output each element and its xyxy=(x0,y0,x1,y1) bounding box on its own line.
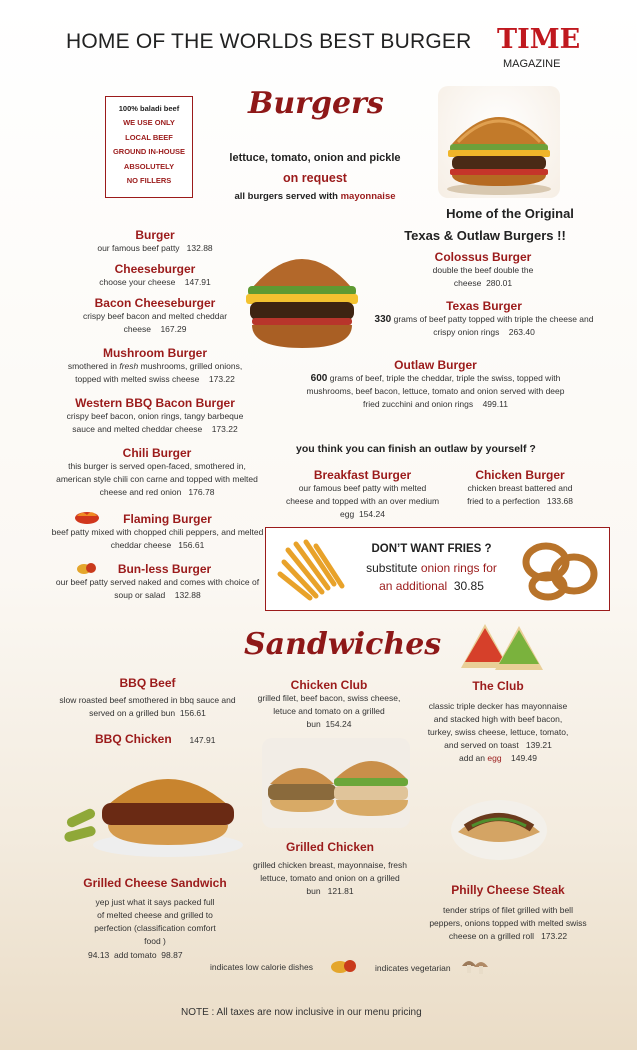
onion-rings-image xyxy=(516,534,604,604)
fries-image xyxy=(276,536,354,602)
desc: our famous beef patty xyxy=(97,243,180,253)
price: 121.81 xyxy=(327,886,354,896)
low-calorie-legend: indicates low calorie dishes xyxy=(210,962,313,972)
mushroom-icon xyxy=(460,955,490,975)
philly-desc xyxy=(428,904,588,943)
chicken-club-desc xyxy=(250,692,408,731)
grilled-chicken-item xyxy=(250,840,410,898)
price: 132.88 xyxy=(174,590,201,600)
price: 176.78 xyxy=(188,487,215,497)
texas-desc xyxy=(368,313,600,339)
desc: crispy beef bacon, onion rings, tangy barbeque sauce and melted cheddar cheese xyxy=(66,411,244,434)
desc: grilled chicken breast, mayonnaise, fresh lettuce, tomato and onion on a grilled bun xyxy=(252,860,408,896)
grilled-chicken-desc xyxy=(250,859,410,898)
outlaw-name: Outlaw Burger xyxy=(394,358,477,372)
qty: 330 xyxy=(374,314,392,325)
desc: double the beef double the cheese xyxy=(432,265,534,288)
badge-line: GROUND IN-HOUSE xyxy=(112,147,186,156)
low-calorie-icon xyxy=(328,957,358,975)
quality-badge xyxy=(105,96,193,198)
price: 30.85 xyxy=(453,579,484,593)
texas-item xyxy=(368,299,600,339)
desc: beef patty mixed with chopped chili peppers, and melted cheddar cheese xyxy=(51,527,264,550)
add-item: egg xyxy=(487,753,502,763)
original-line1: Home of the Original xyxy=(446,206,574,221)
price: 499.11 xyxy=(482,399,508,409)
burger-name: Burger xyxy=(135,228,175,242)
desc: crispy beef bacon and melted cheddar cheese xyxy=(82,311,228,334)
badge-line: LOCAL BEEF xyxy=(125,132,173,142)
grilled-cheese-name: Grilled Cheese Sandwich xyxy=(83,876,227,890)
additional-word: an additional xyxy=(379,579,448,593)
price: 156.61 xyxy=(178,540,205,550)
philly-item xyxy=(428,883,588,943)
outlaw-desc xyxy=(303,372,568,411)
hero-burger-photo xyxy=(438,86,560,198)
burger-desc xyxy=(50,242,260,255)
mayo-line xyxy=(200,191,430,202)
qty: 600 xyxy=(310,373,328,384)
price: 156.61 xyxy=(179,708,206,718)
price: 154.24 xyxy=(325,719,352,729)
price: 280.01 xyxy=(486,278,513,288)
substitute-line xyxy=(344,561,519,575)
desc-pre: smothered in xyxy=(67,361,117,371)
bbq-beef-name: BBQ Beef xyxy=(119,676,176,690)
badge-line: NO FILLERS xyxy=(126,176,172,185)
price: 132.88 xyxy=(186,243,213,253)
desc: mushrooms, grilled onions, topped with melted swiss cheese xyxy=(75,361,243,384)
desc: our famous beef patty with melted cheese and topped with an over medium egg xyxy=(285,483,440,519)
bbq-chicken-name: BBQ Chicken xyxy=(95,732,172,746)
breakfast-item xyxy=(285,468,440,521)
burger-name: Flaming Burger xyxy=(123,512,212,526)
colossus-name: Colossus Burger xyxy=(434,250,532,264)
desc: grilled filet, beef bacon, swiss cheese, letuce and tomato on a grilled bun xyxy=(257,693,401,729)
burgers-heading: Burgers xyxy=(248,86,384,121)
desc: slow roasted beef smothered in bbq sauce and served on a grilled bun xyxy=(59,695,236,718)
desc: our beef patty served naked and comes with choice of soup or salad xyxy=(55,577,260,600)
colossus-desc xyxy=(423,264,543,290)
no-fries-heading: DON’T WANT FRIES ? xyxy=(371,543,492,555)
burger-item xyxy=(50,512,265,552)
burger-desc xyxy=(55,360,255,386)
the-club-item xyxy=(424,679,572,765)
burger-desc xyxy=(80,310,230,336)
bbq-chicken-price: 147.91 xyxy=(189,735,216,745)
burger-item xyxy=(52,446,262,499)
burger-name: Chili Burger xyxy=(122,446,192,460)
add-price: 149.49 xyxy=(511,753,537,763)
burger-name: Bacon Cheeseburger xyxy=(94,296,216,310)
grilled-cheese-price xyxy=(88,949,183,962)
time-logo-sub: MAGAZINE xyxy=(503,58,561,70)
burger-desc xyxy=(50,526,265,552)
page-title: HOME OF THE WORLDS BEST BURGER xyxy=(66,30,472,53)
desc: grams of beef, triple the cheddar, triple the swiss, topped with mushrooms, beef bacon, lettuce, tomato and onion served with deep fried zucchini and onion rings xyxy=(306,373,565,409)
colossus-item xyxy=(398,250,568,290)
price: 147.91 xyxy=(184,277,211,287)
badge-line: 100% baladi beef xyxy=(118,104,180,113)
mayo-prefix: all burgers served with xyxy=(234,191,338,202)
outlaw-item xyxy=(303,358,568,411)
price: 173.22 xyxy=(208,374,235,384)
add-text: add tomato xyxy=(114,950,157,960)
desc: choose your cheese xyxy=(99,277,176,287)
the-club-name: The Club xyxy=(472,679,524,693)
burger-name: Cheeseburger xyxy=(114,262,196,276)
chicken-club-item xyxy=(250,678,408,731)
grilled-cheese-desc: yep just what it says packed full of melted cheese and grilled to perfection (classification comfort food ) xyxy=(94,897,216,946)
tax-note: NOTE : All taxes are now inclusive in our menu pricing xyxy=(181,1007,422,1018)
desc-em: fresh xyxy=(119,361,139,371)
price: 173.22 xyxy=(211,424,238,434)
burger-desc xyxy=(55,576,260,602)
burger-name: Bun-less Burger xyxy=(117,562,212,576)
chicken-burger-desc xyxy=(460,482,580,508)
additional-line xyxy=(344,579,519,593)
burger-list xyxy=(50,228,260,255)
burger-item xyxy=(55,562,260,602)
burger-desc xyxy=(50,276,260,289)
bbq-beef-desc xyxy=(55,694,240,720)
outlaw-challenge: you think you can finish an outlaw by yourself ? xyxy=(296,443,536,455)
burger-desc xyxy=(52,460,262,499)
mayo-word: mayonnaise xyxy=(340,191,396,202)
chicken-club-name: Chicken Club xyxy=(290,678,368,692)
philly-photo xyxy=(448,790,550,864)
vegetarian-legend: indicates vegetarian xyxy=(375,963,451,973)
club-sandwich-photo xyxy=(455,618,547,676)
chicken-burger-name: Chicken Burger xyxy=(475,468,565,482)
time-logo: TIME xyxy=(497,24,581,55)
substitute-word: substitute xyxy=(366,561,418,575)
price: 133.68 xyxy=(546,496,573,506)
breakfast-desc xyxy=(285,482,440,521)
burger-item xyxy=(80,296,230,336)
add-pre: add an xyxy=(458,753,485,763)
the-club-desc xyxy=(424,700,572,765)
texas-name: Texas Burger xyxy=(446,299,522,313)
price: 167.29 xyxy=(160,324,187,334)
desc: grams of beef patty topped with triple the cheese and crispy onion rings xyxy=(393,314,594,337)
desc: chicken breast battered and fried to a perfection xyxy=(467,483,573,506)
burger-desc xyxy=(55,410,255,436)
burger-name: Mushroom Burger xyxy=(102,346,207,360)
price: 154.24 xyxy=(358,509,385,519)
price: 263.40 xyxy=(508,327,535,337)
on-request-text: on request xyxy=(283,171,347,185)
bbq-chicken-photo xyxy=(58,745,244,863)
price: 94.13 xyxy=(88,950,110,960)
onion-rings-text: onion rings for xyxy=(420,561,497,575)
chicken-burger-item xyxy=(460,468,580,508)
desc: classic triple decker has mayonnaise and stacked high with beef bacon, turkey, swiss cheese, lettuce, tomato, and served on toast xyxy=(427,701,569,750)
burger-photo xyxy=(238,236,366,358)
burger-item xyxy=(55,346,255,386)
fries-box xyxy=(265,527,610,611)
burger-item xyxy=(55,396,255,436)
grilled-chicken-name: Grilled Chicken xyxy=(285,840,375,854)
desc: tender strips of filet grilled with bell peppers, onions topped with melted swiss cheese on a grilled roll xyxy=(429,905,587,941)
philly-name: Philly Cheese Steak xyxy=(451,883,565,897)
bbq-beef-item xyxy=(55,676,240,720)
add-price: 98.87 xyxy=(161,950,183,960)
price: 139.21 xyxy=(525,740,552,750)
badge-line: ABSOLUTELY xyxy=(123,161,175,171)
breakfast-name: Breakfast Burger xyxy=(313,468,412,482)
burger-name: Western BBQ Bacon Burger xyxy=(75,396,235,410)
burger-item xyxy=(50,262,260,289)
sandwiches-heading: Sandwiches xyxy=(244,627,442,662)
badge-line: WE USE ONLY xyxy=(123,118,175,127)
toppings-text: lettuce, tomato, onion and pickle xyxy=(229,152,401,164)
desc: this burger is served open-faced, smothered in, american style chili con carne and topped with melted cheese and red onion xyxy=(56,461,258,497)
price: 173.22 xyxy=(541,931,568,941)
original-line2: Texas & Outlaw Burgers !! xyxy=(404,228,566,243)
grilled-cheese-item xyxy=(75,876,235,948)
grilled-chicken-photo xyxy=(262,738,410,828)
